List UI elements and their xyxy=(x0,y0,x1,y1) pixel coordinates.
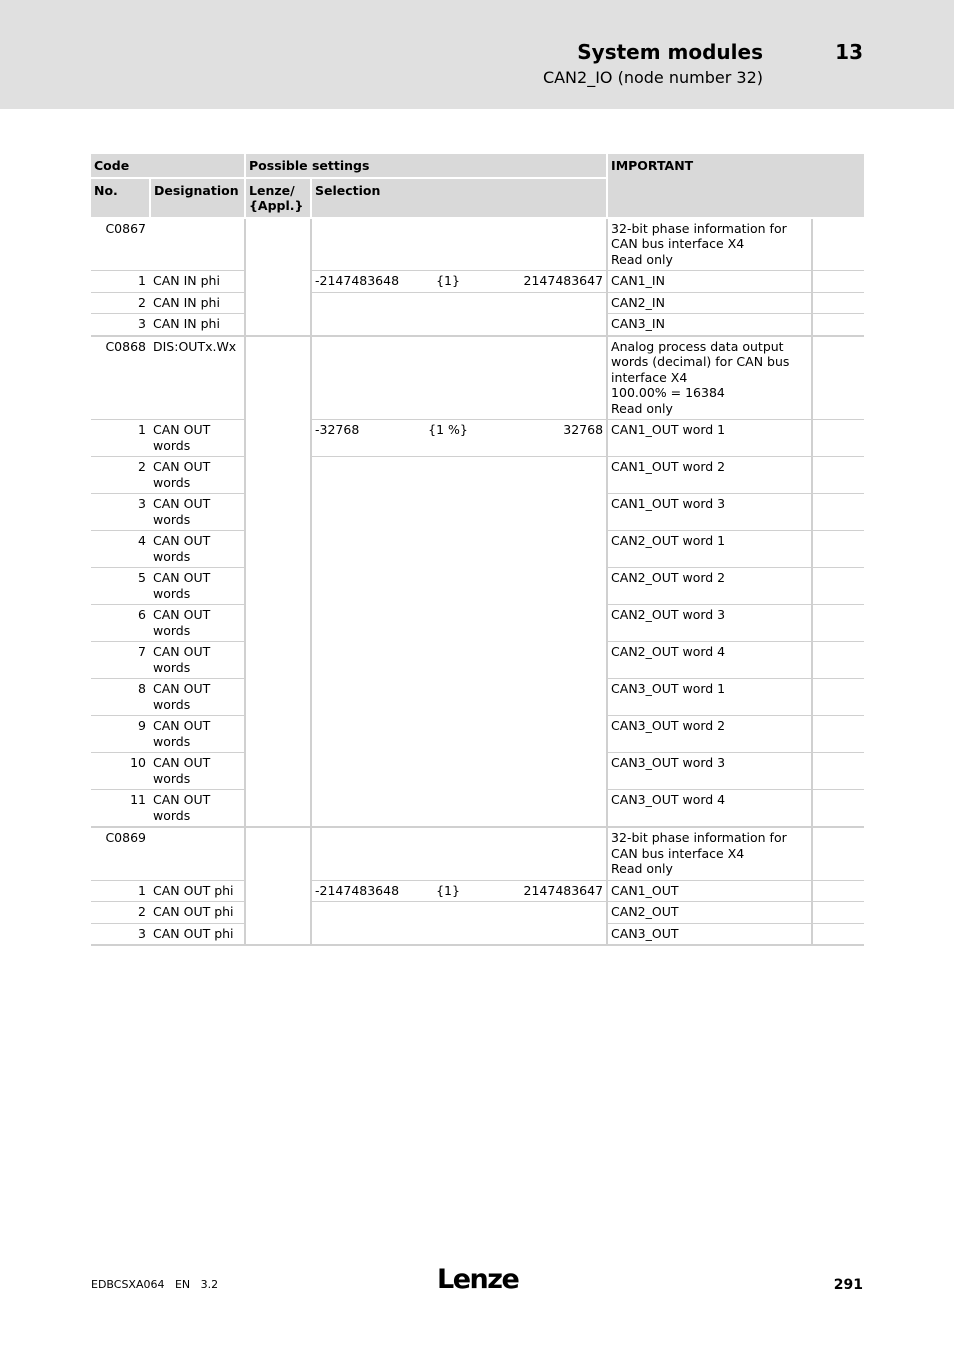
no-cell: 1 xyxy=(91,880,150,902)
selection-cell xyxy=(422,827,474,880)
important-cell: CAN2_OUT xyxy=(607,902,812,924)
selection-max-cell xyxy=(474,753,607,790)
spacer-cell xyxy=(812,314,864,336)
spacer-cell xyxy=(812,642,864,679)
important-cell: CAN2_OUT word 2 xyxy=(607,568,812,605)
selection-min-cell xyxy=(311,568,422,605)
selection-max-cell xyxy=(474,790,607,828)
important-cell: 32-bit phase information for CAN bus interface X4 Read only xyxy=(607,827,812,880)
table-row xyxy=(91,336,864,420)
header-selection: Selection xyxy=(311,178,607,218)
table-row xyxy=(91,642,864,679)
important-cell: CAN3_OUT word 2 xyxy=(607,716,812,753)
header-possible-settings: Possible settings xyxy=(245,154,607,178)
selection-step-cell: {1 %} xyxy=(422,420,474,457)
important-cell: CAN2_OUT word 1 xyxy=(607,531,812,568)
important-cell: Analog process data output words (decimal) for CAN bus interface X4 100.00% = 16384 Read only xyxy=(607,336,812,420)
selection-step-cell: {1} xyxy=(422,271,474,293)
header-designation: Designation xyxy=(150,178,245,218)
spacer-cell xyxy=(812,336,864,420)
lenze-logo: Lenze xyxy=(437,1264,519,1295)
designation-cell: CAN OUT phi xyxy=(150,880,245,902)
no-cell: 6 xyxy=(91,605,150,642)
selection-min-cell xyxy=(311,923,422,945)
table-row xyxy=(91,923,864,945)
header-important: IMPORTANT xyxy=(607,154,864,218)
spacer-cell xyxy=(812,753,864,790)
selection-step-cell xyxy=(422,457,474,494)
spacer-cell xyxy=(812,923,864,945)
page-number: 291 xyxy=(833,1277,863,1293)
selection-step-cell xyxy=(422,790,474,828)
no-cell: 9 xyxy=(91,716,150,753)
page-header xyxy=(0,0,954,109)
selection-cell xyxy=(474,336,607,420)
designation-cell: CAN OUT words xyxy=(150,753,245,790)
important-cell: CAN2_IN xyxy=(607,292,812,314)
footer-document-id: EDBCSXA064 EN 3.2 xyxy=(91,1278,219,1291)
designation-cell xyxy=(150,218,245,271)
selection-min-cell xyxy=(311,494,422,531)
designation-cell: CAN OUT words xyxy=(150,790,245,828)
table-row xyxy=(91,568,864,605)
selection-max-cell xyxy=(474,716,607,753)
important-cell: CAN1_OUT word 1 xyxy=(607,420,812,457)
table-row xyxy=(91,494,864,531)
section-title: CAN2_IO (node number 32) xyxy=(542,68,763,87)
spacer-cell xyxy=(812,218,864,271)
table-row xyxy=(91,753,864,790)
table-row xyxy=(91,420,864,457)
selection-min-cell xyxy=(311,605,422,642)
selection-max-cell: 2147483647 xyxy=(474,271,607,293)
selection-min-cell xyxy=(311,292,422,314)
selection-step-cell xyxy=(422,642,474,679)
important-cell: CAN3_OUT word 1 xyxy=(607,679,812,716)
code-cell: C0867 xyxy=(91,218,150,271)
selection-max-cell xyxy=(474,531,607,568)
important-cell: CAN1_OUT word 2 xyxy=(607,457,812,494)
selection-min-cell xyxy=(311,314,422,336)
spacer-cell xyxy=(812,902,864,924)
no-cell: 8 xyxy=(91,679,150,716)
selection-max-cell xyxy=(474,568,607,605)
code-cell: C0869 xyxy=(91,827,150,880)
table-row xyxy=(91,605,864,642)
code-table xyxy=(91,154,864,946)
spacer-cell xyxy=(812,568,864,605)
selection-max-cell xyxy=(474,292,607,314)
header-code: Code xyxy=(91,154,245,178)
designation-cell: CAN IN phi xyxy=(150,314,245,336)
designation-cell: CAN IN phi xyxy=(150,292,245,314)
designation-cell: CAN IN phi xyxy=(150,271,245,293)
table-row xyxy=(91,716,864,753)
header-no: No. xyxy=(91,178,150,218)
selection-step-cell xyxy=(422,716,474,753)
selection-min-cell xyxy=(311,902,422,924)
selection-step-cell xyxy=(422,292,474,314)
selection-cell xyxy=(422,336,474,420)
important-cell: CAN3_IN xyxy=(607,314,812,336)
table-row xyxy=(91,679,864,716)
spacer-cell xyxy=(812,457,864,494)
important-cell: CAN1_OUT xyxy=(607,880,812,902)
important-cell: CAN1_OUT word 3 xyxy=(607,494,812,531)
selection-step-cell: {1} xyxy=(422,880,474,902)
table-row xyxy=(91,827,864,880)
selection-cell xyxy=(311,827,422,880)
designation-cell: CAN OUT words xyxy=(150,457,245,494)
selection-min-cell xyxy=(311,531,422,568)
designation-cell: CAN OUT phi xyxy=(150,902,245,924)
selection-step-cell xyxy=(422,902,474,924)
lenze-cell xyxy=(245,336,311,828)
table-row xyxy=(91,218,864,271)
selection-cell xyxy=(474,218,607,271)
selection-step-cell xyxy=(422,923,474,945)
designation-cell: CAN OUT words xyxy=(150,642,245,679)
no-cell: 5 xyxy=(91,568,150,605)
no-cell: 3 xyxy=(91,314,150,336)
spacer-cell xyxy=(812,716,864,753)
selection-step-cell xyxy=(422,531,474,568)
selection-min-cell: -2147483648 xyxy=(311,880,422,902)
selection-min-cell xyxy=(311,753,422,790)
code-cell: C0868 xyxy=(91,336,150,420)
important-cell: CAN3_OUT word 4 xyxy=(607,790,812,828)
no-cell: 3 xyxy=(91,494,150,531)
selection-max-cell xyxy=(474,642,607,679)
no-cell: 2 xyxy=(91,902,150,924)
lenze-cell xyxy=(245,827,311,945)
no-cell: 1 xyxy=(91,271,150,293)
spacer-cell xyxy=(812,420,864,457)
designation-cell: CAN OUT words xyxy=(150,420,245,457)
table-row xyxy=(91,292,864,314)
selection-max-cell: 32768 xyxy=(474,420,607,457)
selection-max-cell xyxy=(474,679,607,716)
no-cell: 10 xyxy=(91,753,150,790)
spacer-cell xyxy=(812,292,864,314)
designation-cell: CAN OUT words xyxy=(150,605,245,642)
important-cell: CAN2_OUT word 3 xyxy=(607,605,812,642)
selection-step-cell xyxy=(422,314,474,336)
designation-cell xyxy=(150,827,245,880)
no-cell: 2 xyxy=(91,457,150,494)
lenze-cell xyxy=(245,218,311,336)
no-cell: 2 xyxy=(91,292,150,314)
table-row xyxy=(91,457,864,494)
chapter-number: 13 xyxy=(835,40,863,64)
selection-cell xyxy=(422,218,474,271)
selection-step-cell xyxy=(422,494,474,531)
no-cell: 3 xyxy=(91,923,150,945)
designation-cell: CAN OUT phi xyxy=(150,923,245,945)
chapter-title: System modules xyxy=(577,40,763,64)
important-cell: CAN3_OUT word 3 xyxy=(607,753,812,790)
selection-min-cell xyxy=(311,790,422,828)
selection-min-cell xyxy=(311,716,422,753)
selection-step-cell xyxy=(422,605,474,642)
selection-max-cell xyxy=(474,605,607,642)
table-row xyxy=(91,531,864,568)
selection-step-cell xyxy=(422,568,474,605)
selection-step-cell xyxy=(422,679,474,716)
table-row xyxy=(91,271,864,293)
selection-min-cell xyxy=(311,457,422,494)
important-cell: CAN3_OUT xyxy=(607,923,812,945)
selection-min-cell: -32768 xyxy=(311,420,422,457)
important-cell: CAN1_IN xyxy=(607,271,812,293)
selection-max-cell xyxy=(474,314,607,336)
designation-cell: CAN OUT words xyxy=(150,716,245,753)
spacer-cell xyxy=(812,271,864,293)
table-row xyxy=(91,314,864,336)
selection-step-cell xyxy=(422,753,474,790)
table-row xyxy=(91,790,864,828)
selection-min-cell: -2147483648 xyxy=(311,271,422,293)
no-cell: 7 xyxy=(91,642,150,679)
selection-cell xyxy=(311,336,422,420)
no-cell: 4 xyxy=(91,531,150,568)
selection-cell xyxy=(311,218,422,271)
designation-cell: CAN OUT words xyxy=(150,568,245,605)
important-cell: 32-bit phase information for CAN bus interface X4 Read only xyxy=(607,218,812,271)
spacer-cell xyxy=(812,605,864,642)
selection-cell xyxy=(474,827,607,880)
designation-cell: CAN OUT words xyxy=(150,494,245,531)
table-row xyxy=(91,880,864,902)
selection-max-cell xyxy=(474,923,607,945)
selection-max-cell xyxy=(474,902,607,924)
table-body xyxy=(91,218,864,946)
designation-cell: CAN OUT words xyxy=(150,531,245,568)
important-cell: CAN2_OUT word 4 xyxy=(607,642,812,679)
designation-cell: CAN OUT words xyxy=(150,679,245,716)
selection-max-cell: 2147483647 xyxy=(474,880,607,902)
header-lenze-appl: Lenze/ {Appl.} xyxy=(245,178,311,218)
spacer-cell xyxy=(812,880,864,902)
selection-max-cell xyxy=(474,457,607,494)
spacer-cell xyxy=(812,827,864,880)
no-cell: 1 xyxy=(91,420,150,457)
selection-min-cell xyxy=(311,679,422,716)
designation-cell: DIS:OUTx.Wx xyxy=(150,336,245,420)
spacer-cell xyxy=(812,494,864,531)
no-cell: 11 xyxy=(91,790,150,828)
selection-max-cell xyxy=(474,494,607,531)
selection-min-cell xyxy=(311,642,422,679)
spacer-cell xyxy=(812,679,864,716)
spacer-cell xyxy=(812,790,864,828)
spacer-cell xyxy=(812,531,864,568)
table-row xyxy=(91,902,864,924)
